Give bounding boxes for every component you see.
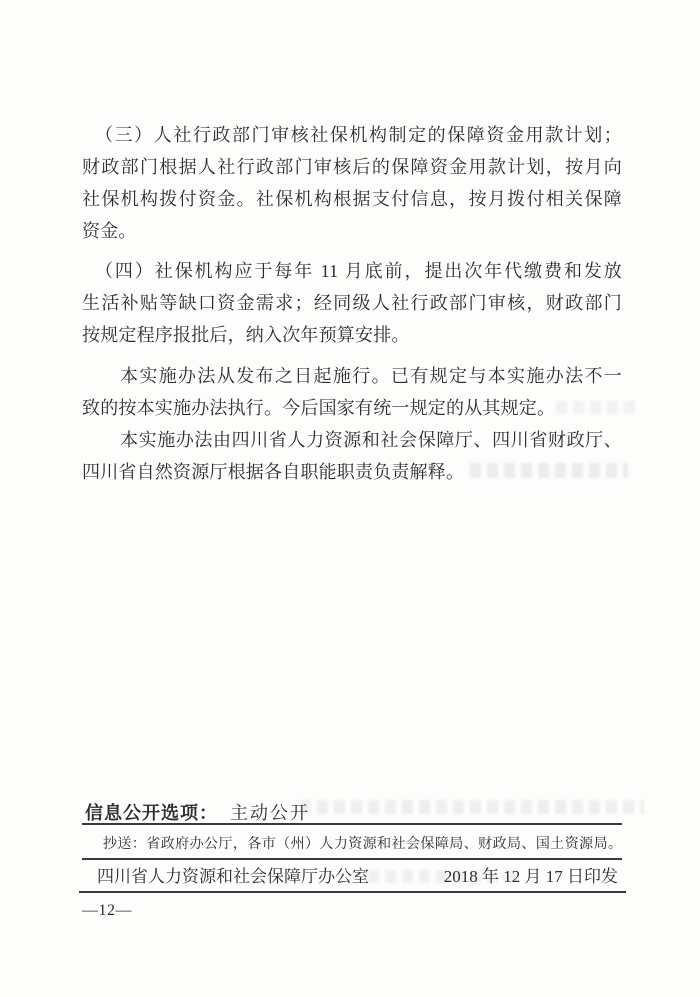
paragraph [82,424,622,488]
printer-row [82,866,622,888]
body-line: （三）人社行政部门审核社保机构制定的保障资金用款计划； [95,125,622,145]
cc-line: 抄送：省政府办公厅，各市（州）人力资源和社会保障局、财政局、国土资源局。 [103,837,622,852]
divider-line [79,891,626,893]
paragraph [82,119,622,247]
document-body [82,119,622,488]
print-date: 2018 年 12 月 17 日印发 [443,867,618,886]
body-line: 资金。 [82,221,137,241]
body-line: 按规定程序报批后，纳入次年预算安排。 [82,325,410,345]
body-line: 生活补贴等缺口资金需求；经同级人社行政部门审核，财政部门 [82,293,622,313]
body-line: （四）社保机构应于每年 11 月底前，提出次年代缴费和发放 [95,261,622,281]
divider-line [82,858,622,860]
page-number: —12— [82,902,132,919]
paragraph [82,255,622,351]
body-line: 本实施办法从发布之日起施行。已有规定与本实施办法不一 [120,366,622,386]
body-line: 四川省自然资源厅根据各自职能职责负责解释。 [82,462,465,482]
disclosure-row [85,802,622,824]
body-line: 社保机构拨付资金。社保机构根据支付信息，按月拨付相关保障 [82,189,622,209]
body-line: 致的按本实施办法执行。今后国家有统一规定的从其规定。 [82,398,556,418]
paragraph [82,360,622,424]
body-line: 财政部门根据人社行政部门审核后的保障资金用款计划，按月向 [82,157,622,177]
disclosure-value: 主动公开 [230,803,310,823]
body-line: 本实施办法由四川省人力资源和社会保障厅、四川省财政厅、 [120,430,622,450]
divider-line [82,823,622,825]
issuer-name: 四川省人力资源和社会保障厅办公室 [97,867,369,886]
disclosure-label: 信息公开选项： [85,803,218,823]
